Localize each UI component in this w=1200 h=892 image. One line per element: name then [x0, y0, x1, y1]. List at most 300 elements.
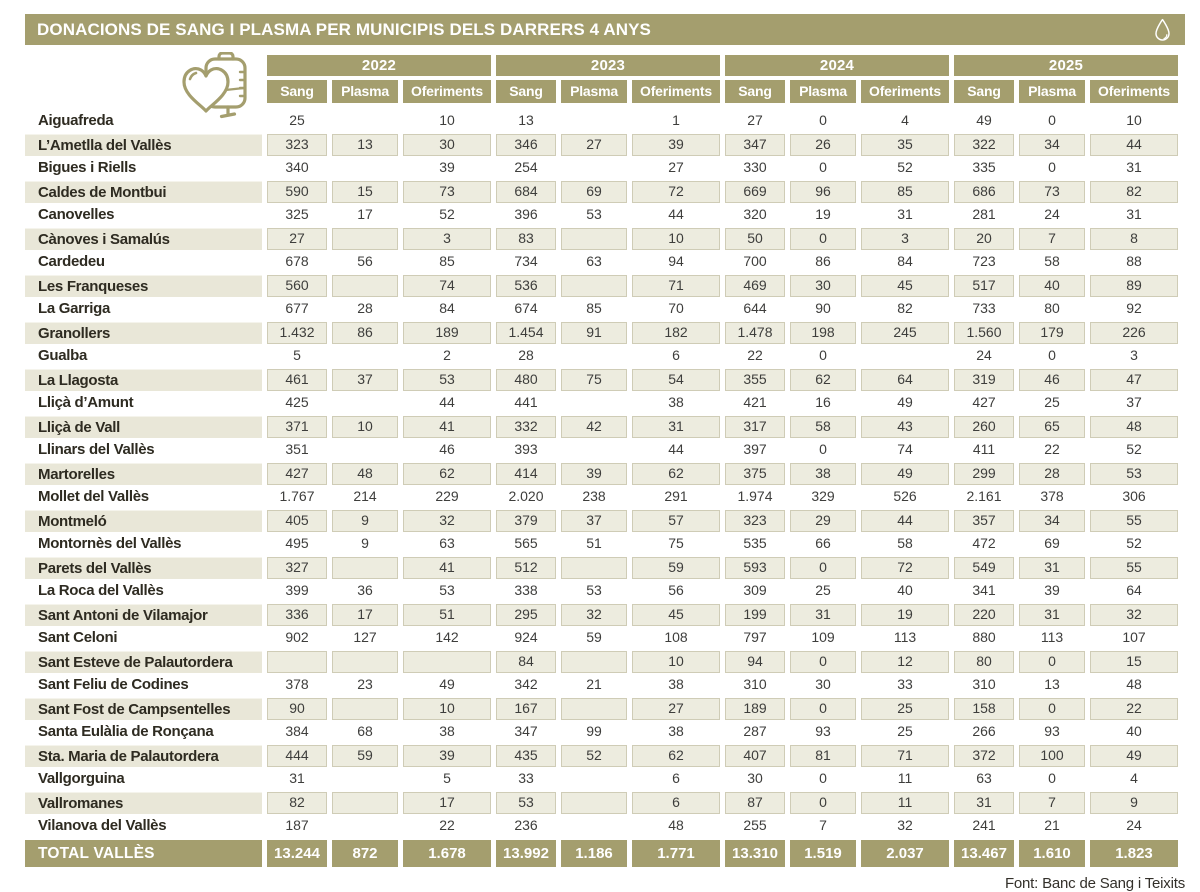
value-cell: 27: [561, 134, 627, 157]
value-cell: 56: [668, 582, 684, 598]
value-cell: [332, 110, 398, 133]
municipality-cell: Lliçà d’Amunt: [38, 394, 134, 411]
value-cell: 90: [267, 698, 327, 721]
value-cell: 12: [861, 651, 949, 674]
value-cell: 35: [861, 134, 949, 157]
value-cell: [332, 157, 398, 180]
value-cell: 384: [285, 723, 309, 739]
table-row: [25, 721, 1178, 744]
value-cell: 182: [632, 322, 720, 345]
measure-header: Oferiments: [1090, 80, 1178, 103]
municipality-cell: Sant Antoni de Vilamajor: [25, 604, 262, 627]
value-cell: 8: [1090, 228, 1178, 251]
value-cell: 55: [1090, 510, 1178, 533]
value-cell: 0: [1048, 347, 1056, 363]
table-row: [25, 815, 1178, 838]
municipality-cell: Aiguafreda: [38, 112, 114, 129]
value-cell: 40: [897, 582, 913, 598]
value-cell: 325: [285, 206, 309, 222]
total-value-cell: 13.992: [496, 840, 556, 867]
table-row: [25, 745, 1178, 768]
measure-header: Oferiments: [632, 80, 720, 103]
value-cell: 113: [1040, 629, 1064, 645]
value-cell: 254: [514, 159, 538, 175]
value-cell: 260: [954, 416, 1014, 439]
value-cell: 7: [819, 817, 827, 833]
value-cell: 0: [1048, 112, 1056, 128]
measure-header: Sang: [267, 80, 327, 103]
value-cell: 329: [811, 488, 835, 504]
value-cell: 723: [972, 253, 996, 269]
value-cell: 378: [1040, 488, 1064, 504]
value-cell: 2.020: [508, 488, 544, 504]
value-cell: 549: [954, 557, 1014, 580]
year-header: 2022: [267, 55, 491, 76]
value-cell: 93: [815, 723, 831, 739]
value-cell: 0: [819, 112, 827, 128]
value-cell: 4: [1130, 770, 1138, 786]
value-cell: 677: [285, 300, 309, 316]
municipality-cell: Sant Esteve de Palautordera: [25, 651, 262, 674]
value-cell: 84: [897, 253, 913, 269]
measure-header: Oferiments: [861, 80, 949, 103]
value-cell: 109: [811, 629, 835, 645]
value-cell: 22: [1044, 441, 1060, 457]
value-cell: [267, 651, 327, 674]
value-cell: 31: [1019, 557, 1085, 580]
table-row: [25, 510, 1178, 533]
value-cell: 59: [332, 745, 398, 768]
table-row: [25, 627, 1178, 650]
value-cell: 73: [1019, 181, 1085, 204]
value-cell: 189: [725, 698, 785, 721]
value-cell: 19: [815, 206, 831, 222]
value-cell: 229: [435, 488, 459, 504]
value-cell: 48: [1126, 676, 1142, 692]
value-cell: 20: [954, 228, 1014, 251]
value-cell: 49: [897, 394, 913, 410]
value-cell: 11: [897, 770, 913, 786]
municipality-cell: Sta. Maria de Palautordera: [25, 745, 262, 768]
value-cell: 28: [1019, 463, 1085, 486]
value-cell: 669: [725, 181, 785, 204]
table-row: [25, 251, 1178, 274]
value-cell: 7: [1019, 228, 1085, 251]
value-cell: 108: [664, 629, 688, 645]
value-cell: [561, 392, 627, 415]
value-cell: 179: [1019, 322, 1085, 345]
value-cell: 220: [954, 604, 1014, 627]
value-cell: 1.432: [267, 322, 327, 345]
value-cell: 319: [954, 369, 1014, 392]
value-cell: [561, 345, 627, 368]
value-cell: 4: [901, 112, 909, 128]
value-cell: 255: [743, 817, 767, 833]
blood-drop-icon: [1152, 17, 1173, 43]
value-cell: 91: [561, 322, 627, 345]
value-cell: [561, 792, 627, 815]
value-cell: 81: [790, 745, 856, 768]
value-cell: 47: [1090, 369, 1178, 392]
value-cell: 371: [267, 416, 327, 439]
value-cell: 64: [1126, 582, 1142, 598]
value-cell: 31: [897, 206, 913, 222]
value-cell: 10: [332, 416, 398, 439]
value-cell: 266: [972, 723, 996, 739]
value-cell: 31: [1126, 206, 1142, 222]
value-cell: 332: [496, 416, 556, 439]
value-cell: 0: [790, 698, 856, 721]
value-cell: 27: [668, 159, 684, 175]
value-cell: [332, 815, 398, 838]
value-cell: 30: [815, 676, 831, 692]
value-cell: 342: [514, 676, 538, 692]
value-cell: 0: [790, 228, 856, 251]
value-cell: 323: [267, 134, 327, 157]
municipality-cell: Vilanova del Vallès: [38, 817, 167, 834]
value-cell: 53: [1090, 463, 1178, 486]
table-row: [25, 392, 1178, 415]
value-cell: 330: [743, 159, 767, 175]
value-cell: 94: [668, 253, 684, 269]
value-cell: 22: [439, 817, 455, 833]
value-cell: 13: [518, 112, 534, 128]
value-cell: 214: [353, 488, 377, 504]
value-cell: 70: [668, 300, 684, 316]
value-cell: 0: [819, 159, 827, 175]
value-cell: 96: [790, 181, 856, 204]
table-row: [25, 181, 1178, 204]
value-cell: 64: [861, 369, 949, 392]
value-cell: 31: [790, 604, 856, 627]
value-cell: [332, 557, 398, 580]
value-cell: 44: [1090, 134, 1178, 157]
value-cell: 107: [1122, 629, 1146, 645]
value-cell: 17: [357, 206, 373, 222]
municipality-cell: Cardedeu: [38, 253, 105, 270]
value-cell: 167: [496, 698, 556, 721]
value-cell: 52: [1126, 441, 1142, 457]
value-cell: 327: [267, 557, 327, 580]
total-value-cell: 1.186: [561, 840, 627, 867]
value-cell: 902: [285, 629, 309, 645]
value-cell: 734: [514, 253, 538, 269]
value-cell: 323: [725, 510, 785, 533]
value-cell: 37: [1126, 394, 1142, 410]
value-cell: 495: [285, 535, 309, 551]
total-row: [25, 840, 1178, 867]
value-cell: 53: [403, 369, 491, 392]
value-cell: [332, 439, 398, 462]
value-cell: 444: [267, 745, 327, 768]
value-cell: 25: [1044, 394, 1060, 410]
value-cell: 396: [514, 206, 538, 222]
value-cell: 54: [632, 369, 720, 392]
value-cell: 13: [1044, 676, 1060, 692]
value-cell: 347: [725, 134, 785, 157]
total-value-cell: 1.771: [632, 840, 720, 867]
value-cell: 10: [439, 112, 455, 128]
value-cell: 85: [586, 300, 602, 316]
value-cell: 10: [403, 698, 491, 721]
value-cell: 39: [439, 159, 455, 175]
municipality-cell: Vallgorguina: [38, 770, 125, 787]
value-cell: 535: [743, 535, 767, 551]
value-cell: 241: [972, 817, 996, 833]
value-cell: 13: [332, 134, 398, 157]
value-cell: 425: [285, 394, 309, 410]
municipality-cell: Caldes de Montbui: [25, 181, 262, 204]
value-cell: 320: [743, 206, 767, 222]
value-cell: 62: [790, 369, 856, 392]
value-cell: 58: [1044, 253, 1060, 269]
value-cell: 99: [586, 723, 602, 739]
value-cell: 80: [1044, 300, 1060, 316]
municipality-cell: La Garriga: [38, 300, 111, 317]
value-cell: 674: [514, 300, 538, 316]
value-cell: 37: [561, 510, 627, 533]
value-cell: 310: [743, 676, 767, 692]
value-cell: 89: [1090, 275, 1178, 298]
value-cell: 53: [496, 792, 556, 815]
value-cell: 1.454: [496, 322, 556, 345]
value-cell: [332, 698, 398, 721]
value-cell: 82: [897, 300, 913, 316]
value-cell: 351: [285, 441, 309, 457]
table-row: [25, 369, 1178, 392]
value-cell: 6: [672, 347, 680, 363]
value-cell: 309: [743, 582, 767, 598]
value-cell: [332, 392, 398, 415]
value-cell: 36: [357, 582, 373, 598]
value-cell: 189: [403, 322, 491, 345]
value-cell: 461: [267, 369, 327, 392]
value-cell: 441: [514, 394, 538, 410]
value-cell: 0: [1019, 651, 1085, 674]
value-cell: 590: [267, 181, 327, 204]
value-cell: 49: [439, 676, 455, 692]
value-cell: [561, 110, 627, 133]
value-cell: 72: [632, 181, 720, 204]
table-row: [25, 768, 1178, 791]
total-value-cell: 1.519: [790, 840, 856, 867]
value-cell: 38: [439, 723, 455, 739]
value-cell: 27: [267, 228, 327, 251]
value-cell: 10: [632, 228, 720, 251]
value-cell: 317: [725, 416, 785, 439]
value-cell: 3: [1130, 347, 1138, 363]
value-cell: 49: [976, 112, 992, 128]
value-cell: 44: [668, 441, 684, 457]
value-cell: 480: [496, 369, 556, 392]
value-cell: 21: [1044, 817, 1060, 833]
value-cell: 62: [632, 463, 720, 486]
value-cell: 399: [285, 582, 309, 598]
value-cell: 85: [439, 253, 455, 269]
value-cell: 1.767: [279, 488, 315, 504]
value-cell: 336: [267, 604, 327, 627]
table-row: [25, 228, 1178, 251]
municipality-cell: Llinars del Vallès: [38, 441, 155, 458]
value-cell: 84: [496, 651, 556, 674]
measure-header-row: [25, 80, 1178, 103]
value-cell: 198: [790, 322, 856, 345]
value-cell: 40: [1126, 723, 1142, 739]
municipality-cell: Gualba: [38, 347, 88, 364]
measure-header: Sang: [496, 80, 556, 103]
value-cell: 0: [819, 441, 827, 457]
value-cell: 199: [725, 604, 785, 627]
value-cell: [561, 275, 627, 298]
year-header-row: [25, 55, 1178, 76]
value-cell: [332, 792, 398, 815]
value-cell: 6: [632, 792, 720, 815]
table-row: [25, 322, 1178, 345]
measure-header: Plasma: [790, 80, 856, 103]
value-cell: 924: [514, 629, 538, 645]
value-cell: 472: [972, 535, 996, 551]
value-cell: 28: [518, 347, 534, 363]
table-row: [25, 275, 1178, 298]
value-cell: 39: [1044, 582, 1060, 598]
value-cell: 6: [672, 770, 680, 786]
value-cell: 52: [439, 206, 455, 222]
measure-header: Sang: [725, 80, 785, 103]
total-value-cell: 2.037: [861, 840, 949, 867]
value-cell: 68: [357, 723, 373, 739]
municipality-cell: Sant Celoni: [38, 629, 118, 646]
source-note: Font: Banc de Sang i Teixits: [1004, 874, 1185, 892]
value-cell: 22: [1090, 698, 1178, 721]
value-cell: [561, 228, 627, 251]
value-cell: 52: [561, 745, 627, 768]
value-cell: 287: [743, 723, 767, 739]
value-cell: 291: [664, 488, 688, 504]
value-cell: 44: [668, 206, 684, 222]
value-cell: 15: [1090, 651, 1178, 674]
value-cell: 82: [1090, 181, 1178, 204]
value-cell: 2: [443, 347, 451, 363]
value-cell: 31: [289, 770, 305, 786]
value-cell: 71: [861, 745, 949, 768]
value-cell: 421: [743, 394, 767, 410]
value-cell: 338: [514, 582, 538, 598]
municipality-cell: Santa Eulàlia de Ronçana: [38, 723, 214, 740]
value-cell: 52: [897, 159, 913, 175]
value-cell: 880: [972, 629, 996, 645]
total-value-cell: 13.467: [954, 840, 1014, 867]
value-cell: 23: [357, 676, 373, 692]
municipality-cell: Sant Feliu de Codines: [38, 676, 189, 693]
value-cell: 57: [632, 510, 720, 533]
value-cell: [561, 557, 627, 580]
value-cell: 73: [403, 181, 491, 204]
value-cell: 1: [672, 112, 680, 128]
value-cell: 31: [954, 792, 1014, 815]
value-cell: 44: [439, 394, 455, 410]
value-cell: 25: [289, 112, 305, 128]
value-cell: 0: [819, 770, 827, 786]
value-cell: 236: [514, 817, 538, 833]
value-cell: 113: [893, 629, 917, 645]
table-row: [25, 345, 1178, 368]
value-cell: 100: [1019, 745, 1085, 768]
total-value-cell: 1.823: [1090, 840, 1178, 867]
table-row: [25, 698, 1178, 721]
value-cell: [332, 345, 398, 368]
value-cell: 25: [897, 723, 913, 739]
value-cell: 238: [582, 488, 606, 504]
value-cell: 341: [972, 582, 996, 598]
value-cell: 347: [514, 723, 538, 739]
year-header: 2023: [496, 55, 720, 76]
value-cell: 0: [819, 347, 827, 363]
value-cell: 59: [586, 629, 602, 645]
value-cell: 32: [897, 817, 913, 833]
value-cell: 31: [1019, 604, 1085, 627]
value-cell: 49: [1090, 745, 1178, 768]
value-cell: 19: [861, 604, 949, 627]
page-title: DONACIONS DE SANG I PLASMA PER MUNICIPIS DELS DARRERS 4 ANYS: [37, 19, 651, 39]
value-cell: 593: [725, 557, 785, 580]
value-cell: 63: [439, 535, 455, 551]
value-cell: 51: [586, 535, 602, 551]
value-cell: 80: [954, 651, 1014, 674]
value-cell: 5: [293, 347, 301, 363]
total-label-cell: TOTAL VALLÈS: [25, 840, 262, 867]
value-cell: 22: [747, 347, 763, 363]
value-cell: 25: [815, 582, 831, 598]
value-cell: 357: [954, 510, 1014, 533]
table-row: [25, 533, 1178, 556]
value-cell: 24: [1044, 206, 1060, 222]
value-cell: 26: [790, 134, 856, 157]
value-cell: 53: [586, 582, 602, 598]
value-cell: 411: [972, 441, 996, 457]
value-cell: 24: [1126, 817, 1142, 833]
value-cell: 30: [747, 770, 763, 786]
value-cell: 560: [267, 275, 327, 298]
value-cell: 405: [267, 510, 327, 533]
value-cell: 75: [668, 535, 684, 551]
value-cell: [332, 228, 398, 251]
value-cell: 48: [332, 463, 398, 486]
value-cell: 86: [332, 322, 398, 345]
municipality-cell: Montmeló: [25, 510, 262, 533]
value-cell: 43: [861, 416, 949, 439]
table-row: [25, 463, 1178, 486]
value-cell: 226: [1090, 322, 1178, 345]
table-row: [25, 157, 1178, 180]
measure-header: Plasma: [1019, 80, 1085, 103]
value-cell: 684: [496, 181, 556, 204]
measure-header: Sang: [954, 80, 1014, 103]
value-cell: 0: [790, 651, 856, 674]
value-cell: 74: [403, 275, 491, 298]
value-cell: 281: [972, 206, 996, 222]
municipality-cell: Granollers: [25, 322, 262, 345]
table-row: [25, 298, 1178, 321]
value-cell: 84: [439, 300, 455, 316]
table-row: [25, 416, 1178, 439]
value-cell: 41: [403, 557, 491, 580]
value-cell: [861, 345, 949, 368]
value-cell: 142: [435, 629, 459, 645]
value-cell: 1.560: [954, 322, 1014, 345]
value-cell: 700: [743, 253, 767, 269]
municipality-cell: La Llagosta: [25, 369, 262, 392]
title-bar: [25, 14, 1185, 45]
